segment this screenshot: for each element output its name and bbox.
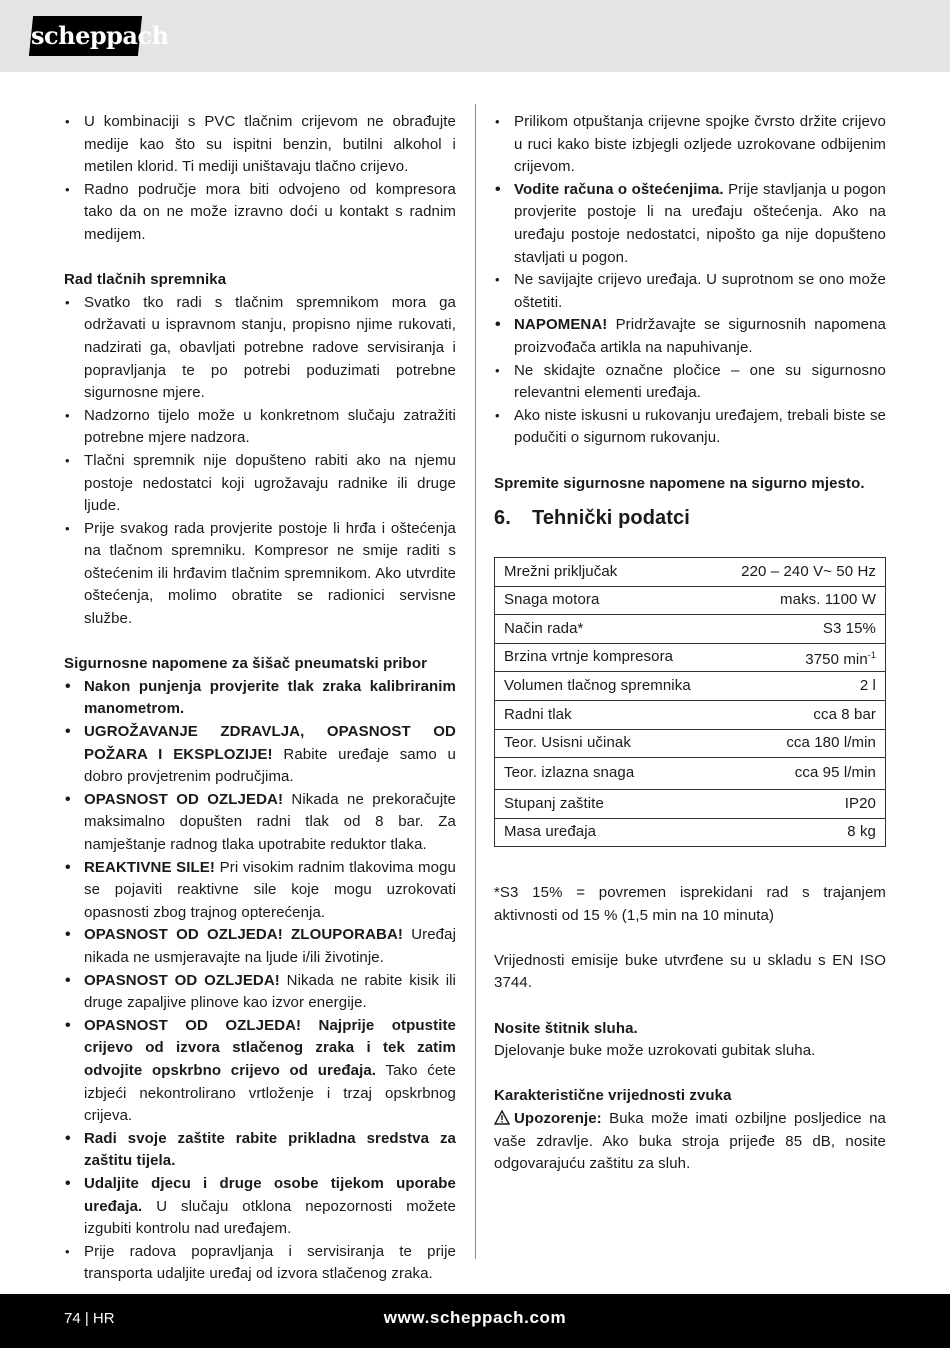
spec-label: Volumen tlačnog spremnika [495, 672, 719, 701]
list-item: • Vodite računa o oštećenjima. Prije stavljanja u pogon provjerite postoje li na uređaju oštećenja. Ako na uređaju postoje nedostatci, nipošto ga nije dopušteno stavljati u pogon. [494, 179, 886, 269]
spec-label: Mrežni priključak [495, 558, 719, 587]
warning-text: Buka može imati ozbiljne posljedice na vaše zdravlje. Ako buka stroja prijeđe 85 dB, nosite odgovarajuću zaštitu za sluh. [494, 1109, 886, 1173]
website-link[interactable]: www.scheppach.com [383, 1308, 567, 1327]
spec-value: cca 8 bar [718, 701, 885, 730]
spec-label: Snaga motora [495, 586, 719, 615]
list-item: • Prilikom otpuštanja crijevne spojke čvrsto držite crijevo u ruci kako biste izbjegli ozljede uzrokovane odbijenim crijevom. [494, 111, 886, 179]
section-title [494, 505, 886, 531]
spec-value: S3 15% [718, 615, 885, 644]
table-row [495, 758, 886, 790]
list-item: • OPASNOST OD OZLJEDA! Nikada ne rabite kisik ili druge zapaljive plinove kao izvor energije. [64, 970, 456, 1015]
page-footer [0, 1294, 950, 1348]
intro-list [64, 111, 456, 247]
spec-label: Način rada* [495, 615, 719, 644]
spec-value: cca 180 l/min [718, 729, 885, 758]
sound-heading: Karakteristične vrijednosti zvuka [494, 1087, 732, 1105]
table-row [495, 586, 886, 615]
list-item: • NAPOMENA! Pridržavajte se sigurnosnih napomena proizvođača artikla na napuhivanje. [494, 314, 886, 359]
section-title-text: Tehnički podatci [532, 507, 690, 530]
hearing-heading: Nosite štitnik sluha. [494, 1019, 638, 1037]
table-row [495, 701, 886, 730]
table-row [495, 558, 886, 587]
tank-heading: Rad tlačnih spremnika [64, 271, 227, 289]
safety-list [494, 111, 886, 450]
column-divider [475, 104, 476, 1259]
spec-value: IP20 [718, 790, 885, 819]
spec-label: Teor. Usisni učinak [495, 729, 719, 758]
hearing-text: Djelovanje buke može uzrokovati gubitak sluha. [494, 1042, 816, 1060]
brand-logo: scheppach [29, 16, 142, 56]
list-item: • Ne skidajte označne pločice – one su sigurnosno relevantni elementi uređaja. [494, 360, 886, 405]
list-item: • U kombinaciji s PVC tlačnim crijevom ne obrađujte medije kao što su ispitni benzin, butilni alkohol i metilen klorid. Ti mediji uništavaju tlačno crijevo. [64, 111, 456, 179]
emission-text: Vrijednosti emisije buke utvrđene su u skladu s EN ISO 3744. [494, 951, 886, 992]
warning-label: Upozorenje: [514, 1109, 602, 1127]
table-row [495, 729, 886, 758]
warning-paragraph [494, 1108, 886, 1176]
spec-value: 2 l [718, 672, 885, 701]
list-item: • OPASNOST OD OZLJEDA! Najprije otpustite crijevo od izvora stlačenog zraka i tek zatim odvojite opskrbno crijevo od uređaja. Tako ćete izbjeći nekontrolirano vrtloženje i trzaj opskrbnog crijeva. [64, 1015, 456, 1128]
table-row [495, 672, 886, 701]
table-row [495, 615, 886, 644]
list-item: • Prije svakog rada provjerite postoje li hrđa i oštećenja na tlačnom spremniku. Kompresor ne smije raditi s oštećenim ili hrđavim tlačnim spremnikom. Ako utvrdite oštećenja, molimo obratite se radionici servisne službe. [64, 518, 456, 631]
list-item: • Ako niste iskusni u rukovanju uređajem, trebali biste se podučiti o sigurnom rukovanju. [494, 405, 886, 450]
spec-value: 3750 $\min^{-1}$ [718, 643, 885, 672]
list-item: • OPASNOST OD OZLJEDA! Nikada ne prekoračujte maksimalno dopušten radni tlak od 8 bar. Za namještanje radnog tlaka upotrabite reduktor tlaka. [64, 789, 456, 857]
spec-value: maks. 1100 W [718, 586, 885, 615]
tank-list [64, 292, 456, 631]
left-column [64, 111, 456, 1286]
list-item: • Nakon punjenja provjerite tlak zraka kalibriranim manometrom. [64, 676, 456, 721]
list-item: • Udaljite djecu i druge osobe tijekom uporabe uređaja. U slučaju otklona nepozornosti možete izgubiti kontrolu nad uređajem. [64, 1173, 456, 1241]
keep-notice: Spremite sigurnosne napomene na sigurno mjesto. [494, 474, 865, 492]
warning-triangle-icon [494, 1110, 510, 1125]
spec-value: 220 – 240 V~ 50 Hz [718, 558, 885, 587]
list-item: • Radi svoje zaštite rabite prikladna sredstva za zaštitu tijela. [64, 1128, 456, 1173]
right-column [494, 111, 886, 1176]
list-item: • Prije radova popravljanja i servisiranja te prije transporta udaljite uređaj od izvora stlačenog zraka. [64, 1241, 456, 1286]
section-number: 6. [494, 507, 511, 530]
page-header [0, 0, 950, 72]
page-number: 74 | HR [64, 1310, 115, 1327]
list-item: • OPASNOST OD OZLJEDA! ZLOUPORABA! Uređaj nikada ne usmjeravajte na ljude i/ili životinje. [64, 924, 456, 969]
list-item: • UGROŽAVANJE ZDRAVLJA, OPASNOST OD POŽARA I EKSPLOZIJE! Rabite uređaje samo u dobro provjetrenim područjima. [64, 721, 456, 789]
list-item: • Svatko tko radi s tlačnim spremnikom mora ga održavati u ispravnom stanju, propisno njime rukovati, nadzirati ga, obavljati potrebne radove servisiranja i popravljanja te po potrebi poduzimati potrebne sigurnosne mjere. [64, 292, 456, 405]
spec-label: Stupanj zaštite [495, 790, 719, 819]
list-item: • REAKTIVNE SILE! Pri visokim radnim tlakovima mogu se pojaviti reaktivne sile koje mogu uzrokovati opasnosti zbog trajnog opterećenja. [64, 857, 456, 925]
table-row [495, 790, 886, 819]
spec-label: Teor. izlazna snaga [495, 758, 719, 790]
tool-list [64, 676, 456, 1286]
tool-heading: Sigurnosne napomene za šišač pneumatski pribor [64, 655, 428, 673]
spec-label: Brzina vrtnje kompresora [495, 643, 719, 672]
spec-label: Radni tlak [495, 701, 719, 730]
spec-value: cca 95 l/min [718, 758, 885, 790]
list-item: • Ne savijajte crijevo uređaja. U suprotnom se ono može oštetiti. [494, 269, 886, 314]
specs-table [494, 557, 886, 847]
list-item: • Radno područje mora biti odvojeno od kompresora tako da on ne može izravno doći u kontakt s radnim medijem. [64, 179, 456, 247]
list-item: • Tlačni spremnik nije dopušteno rabiti ako na njemu postoje nedostatci koji ugrožavaju radnike ili druge ljude. [64, 450, 456, 518]
table-row [495, 643, 886, 672]
table-row [495, 818, 886, 847]
spec-label: Masa uređaja [495, 818, 719, 847]
list-item: • Nadzorno tijelo može u konkretnom slučaju zatražiti potrebne mjere nadzora. [64, 405, 456, 450]
footnote: *S3 15% = povremen isprekidani rad s trajanjem aktivnosti od 15 % (1,5 min na 10 minuta) [494, 884, 886, 924]
spec-value: 8 kg [718, 818, 885, 847]
